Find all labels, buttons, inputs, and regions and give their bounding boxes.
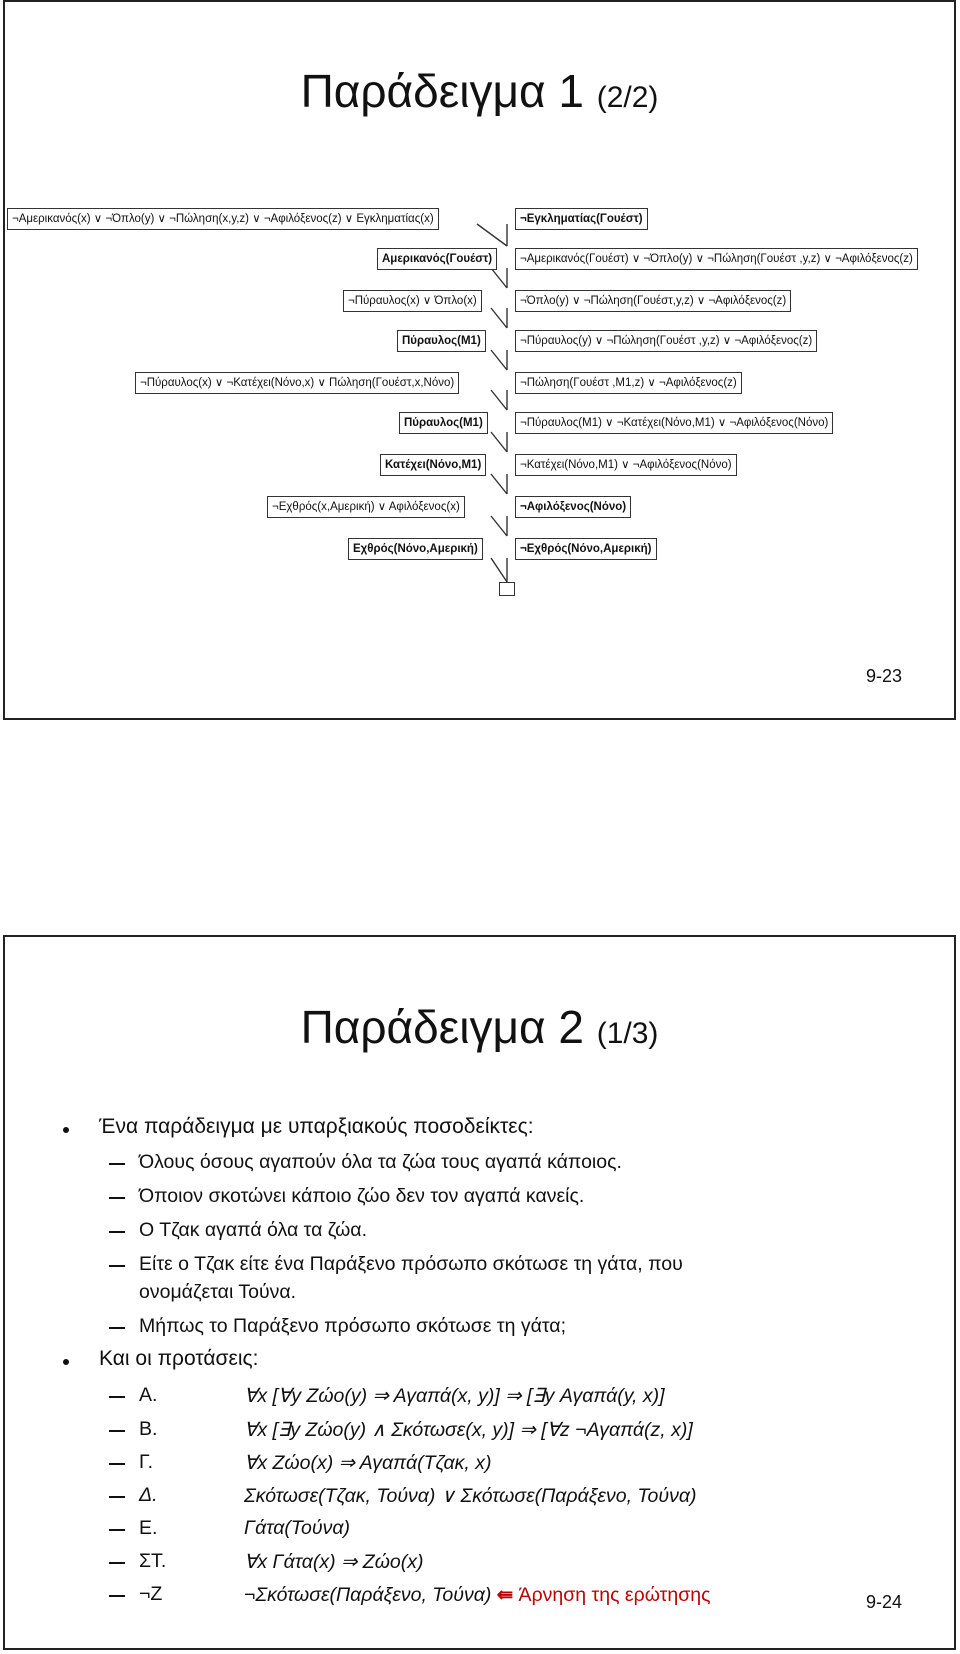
sub-item-text: Ο Τζακ αγαπά όλα τα ζώα.: [139, 1219, 367, 1241]
dash-icon: [109, 1231, 125, 1233]
clause-resolvent-8: ¬Αφιλόξενος(Νόνο): [515, 496, 631, 518]
clause-resolvent-9: ¬Εχθρός(Νόνο,Αμερική): [515, 538, 657, 560]
dash-icon: [109, 1562, 125, 1564]
sub-item-text: Όλους όσους αγαπούν όλα τα ζώα τους αγαπά κάποιος.: [139, 1151, 622, 1173]
dash-icon: [109, 1529, 125, 1531]
clause-fact-missile: Πύραυλος(M1): [397, 330, 486, 352]
proposition-formula: ∀x Ζώο(x) ⇒ Αγαπά(Τζακ, x): [244, 1452, 492, 1474]
proposition-formula: ∀x [∃y Ζώο(y) ∧ Σκότωσε(x, y)] ⇒ [∀z ¬Αγαπά(z, x)]: [244, 1419, 693, 1441]
slide-title: Παράδειγμα 2 (1/3): [300, 1001, 659, 1053]
bullet-text: Και οι προτάσεις:: [99, 1347, 259, 1370]
sub-item-text: Μήπως το Παράξενο πρόσωπο σκότωσε τη γάτα;: [139, 1315, 566, 1337]
clause-resolvent-5: ¬Πώληση(Γουέστ ,M1,z) ∨ ¬Αφιλόξενος(z): [515, 372, 742, 394]
clause-fact-american: Αμερικανός(Γουέστ): [377, 248, 497, 270]
proposition-formula: Σκότωσε(Τζακ, Τούνα) ∨ Σκότωσε(Παράξενο, Τούνα): [244, 1485, 697, 1507]
clause-resolvent-3: ¬Όπλο(y) ∨ ¬Πώληση(Γουέστ,y,z) ∨ ¬Αφιλόξενος(z): [515, 290, 791, 312]
proposition-formula: ∀x [∀y Ζώο(y) ⇒ Αγαπά(x, y)] ⇒ [∃y Αγαπά(y, x)]: [244, 1385, 665, 1407]
dash-icon: [109, 1265, 125, 1267]
bullet-dot-icon: [63, 1359, 69, 1365]
empty-clause-box: [499, 582, 515, 596]
slide-1: [3, 0, 956, 720]
dash-icon: [109, 1595, 125, 1597]
sub-item-text: Όποιον σκοτώνει κάποιο ζώο δεν τον αγαπά κανείς.: [139, 1185, 585, 1207]
dash-icon: [109, 1463, 125, 1465]
proposition-formula: [244, 1583, 710, 1607]
clause-rule-criminal: ¬Αμερικανός(x) ∨ ¬Όπλο(y) ∨ ¬Πώληση(x,y,z) ∨ ¬Αφιλόξενος(z) ∨ Εγκληματίας(x): [7, 208, 439, 230]
negated-query-formula: ¬Σκότωσε(Παράξενο, Τούνα): [244, 1584, 492, 1606]
red-arrow-icon: ⇚: [496, 1584, 514, 1606]
proposition-label: Ε.: [139, 1517, 158, 1539]
clause-fact-enemy: Εχθρός(Νόνο,Αμερική): [348, 538, 483, 560]
proposition-label: Δ.: [139, 1484, 158, 1506]
clause-resolvent-6: ¬Πύραυλος(M1) ∨ ¬Κατέχει(Νόνο,M1) ∨ ¬Αφιλόξενος(Νόνο): [515, 412, 833, 434]
proposition-label: Β.: [139, 1418, 158, 1440]
dash-icon: [109, 1163, 125, 1165]
slide-title: Παράδειγμα 1 (2/2): [300, 65, 659, 117]
clause-rule-hostile: ¬Εχθρός(x,Αμερική) ∨ Αφιλόξενος(x): [267, 496, 465, 518]
bullet-text: Ένα παράδειγμα με υπαρξιακούς ποσοδείκτες:: [99, 1115, 534, 1138]
resolution-tree: [5, 202, 958, 622]
sub-item-text: ονομάζεται Τούνα.: [139, 1281, 297, 1303]
clause-resolvent-7: ¬Κατέχει(Νόνο,M1) ∨ ¬Αφιλόξενος(Νόνο): [515, 454, 737, 476]
clause-resolvent-4: ¬Πύραυλος(y) ∨ ¬Πώληση(Γουέστ ,y,z) ∨ ¬Αφιλόξενος(z): [515, 330, 817, 352]
page-number: 9-24: [865, 1592, 902, 1612]
dash-icon: [109, 1430, 125, 1432]
dash-icon: [109, 1197, 125, 1199]
proposition-label: Γ.: [139, 1451, 154, 1473]
dash-icon: [109, 1496, 125, 1498]
negation-note: Άρνηση της ερώτησης: [518, 1584, 711, 1606]
clause-resolvent-2: ¬Αμερικανός(Γουέστ) ∨ ¬Όπλο(y) ∨ ¬Πώληση(Γουέστ ,y,z) ∨ ¬Αφιλόξενος(z): [515, 248, 918, 270]
clause-fact-missile-2: Πύραυλος(M1): [399, 412, 488, 434]
proposition-label: ¬Ζ: [139, 1583, 163, 1605]
proposition-label: Α.: [139, 1384, 158, 1406]
page-number: 9-23: [865, 666, 902, 686]
proposition-formula: ∀x Γάτα(x) ⇒ Ζώο(x): [244, 1551, 424, 1573]
proposition-formula: Γάτα(Τούνα): [244, 1517, 350, 1539]
bullet-dot-icon: [63, 1127, 69, 1133]
clause-negated-goal: ¬Εγκληματίας(Γουέστ): [515, 208, 648, 230]
dash-icon: [109, 1327, 125, 1329]
slide-2: [3, 935, 956, 1650]
dash-icon: [109, 1396, 125, 1398]
clause-fact-owns: Κατέχει(Νόνο,M1): [380, 454, 486, 476]
sub-item-text: Είτε ο Τζακ είτε ένα Παράξενο πρόσωπο σκότωσε τη γάτα, που: [139, 1253, 683, 1275]
clause-rule-sells: ¬Πύραυλος(x) ∨ ¬Κατέχει(Νόνο,x) ∨ Πώληση(Γουέστ,x,Νόνο): [135, 372, 459, 394]
proposition-label: ΣΤ.: [139, 1550, 167, 1572]
clause-rule-weapon: ¬Πύραυλος(x) ∨ Όπλο(x): [343, 290, 482, 312]
